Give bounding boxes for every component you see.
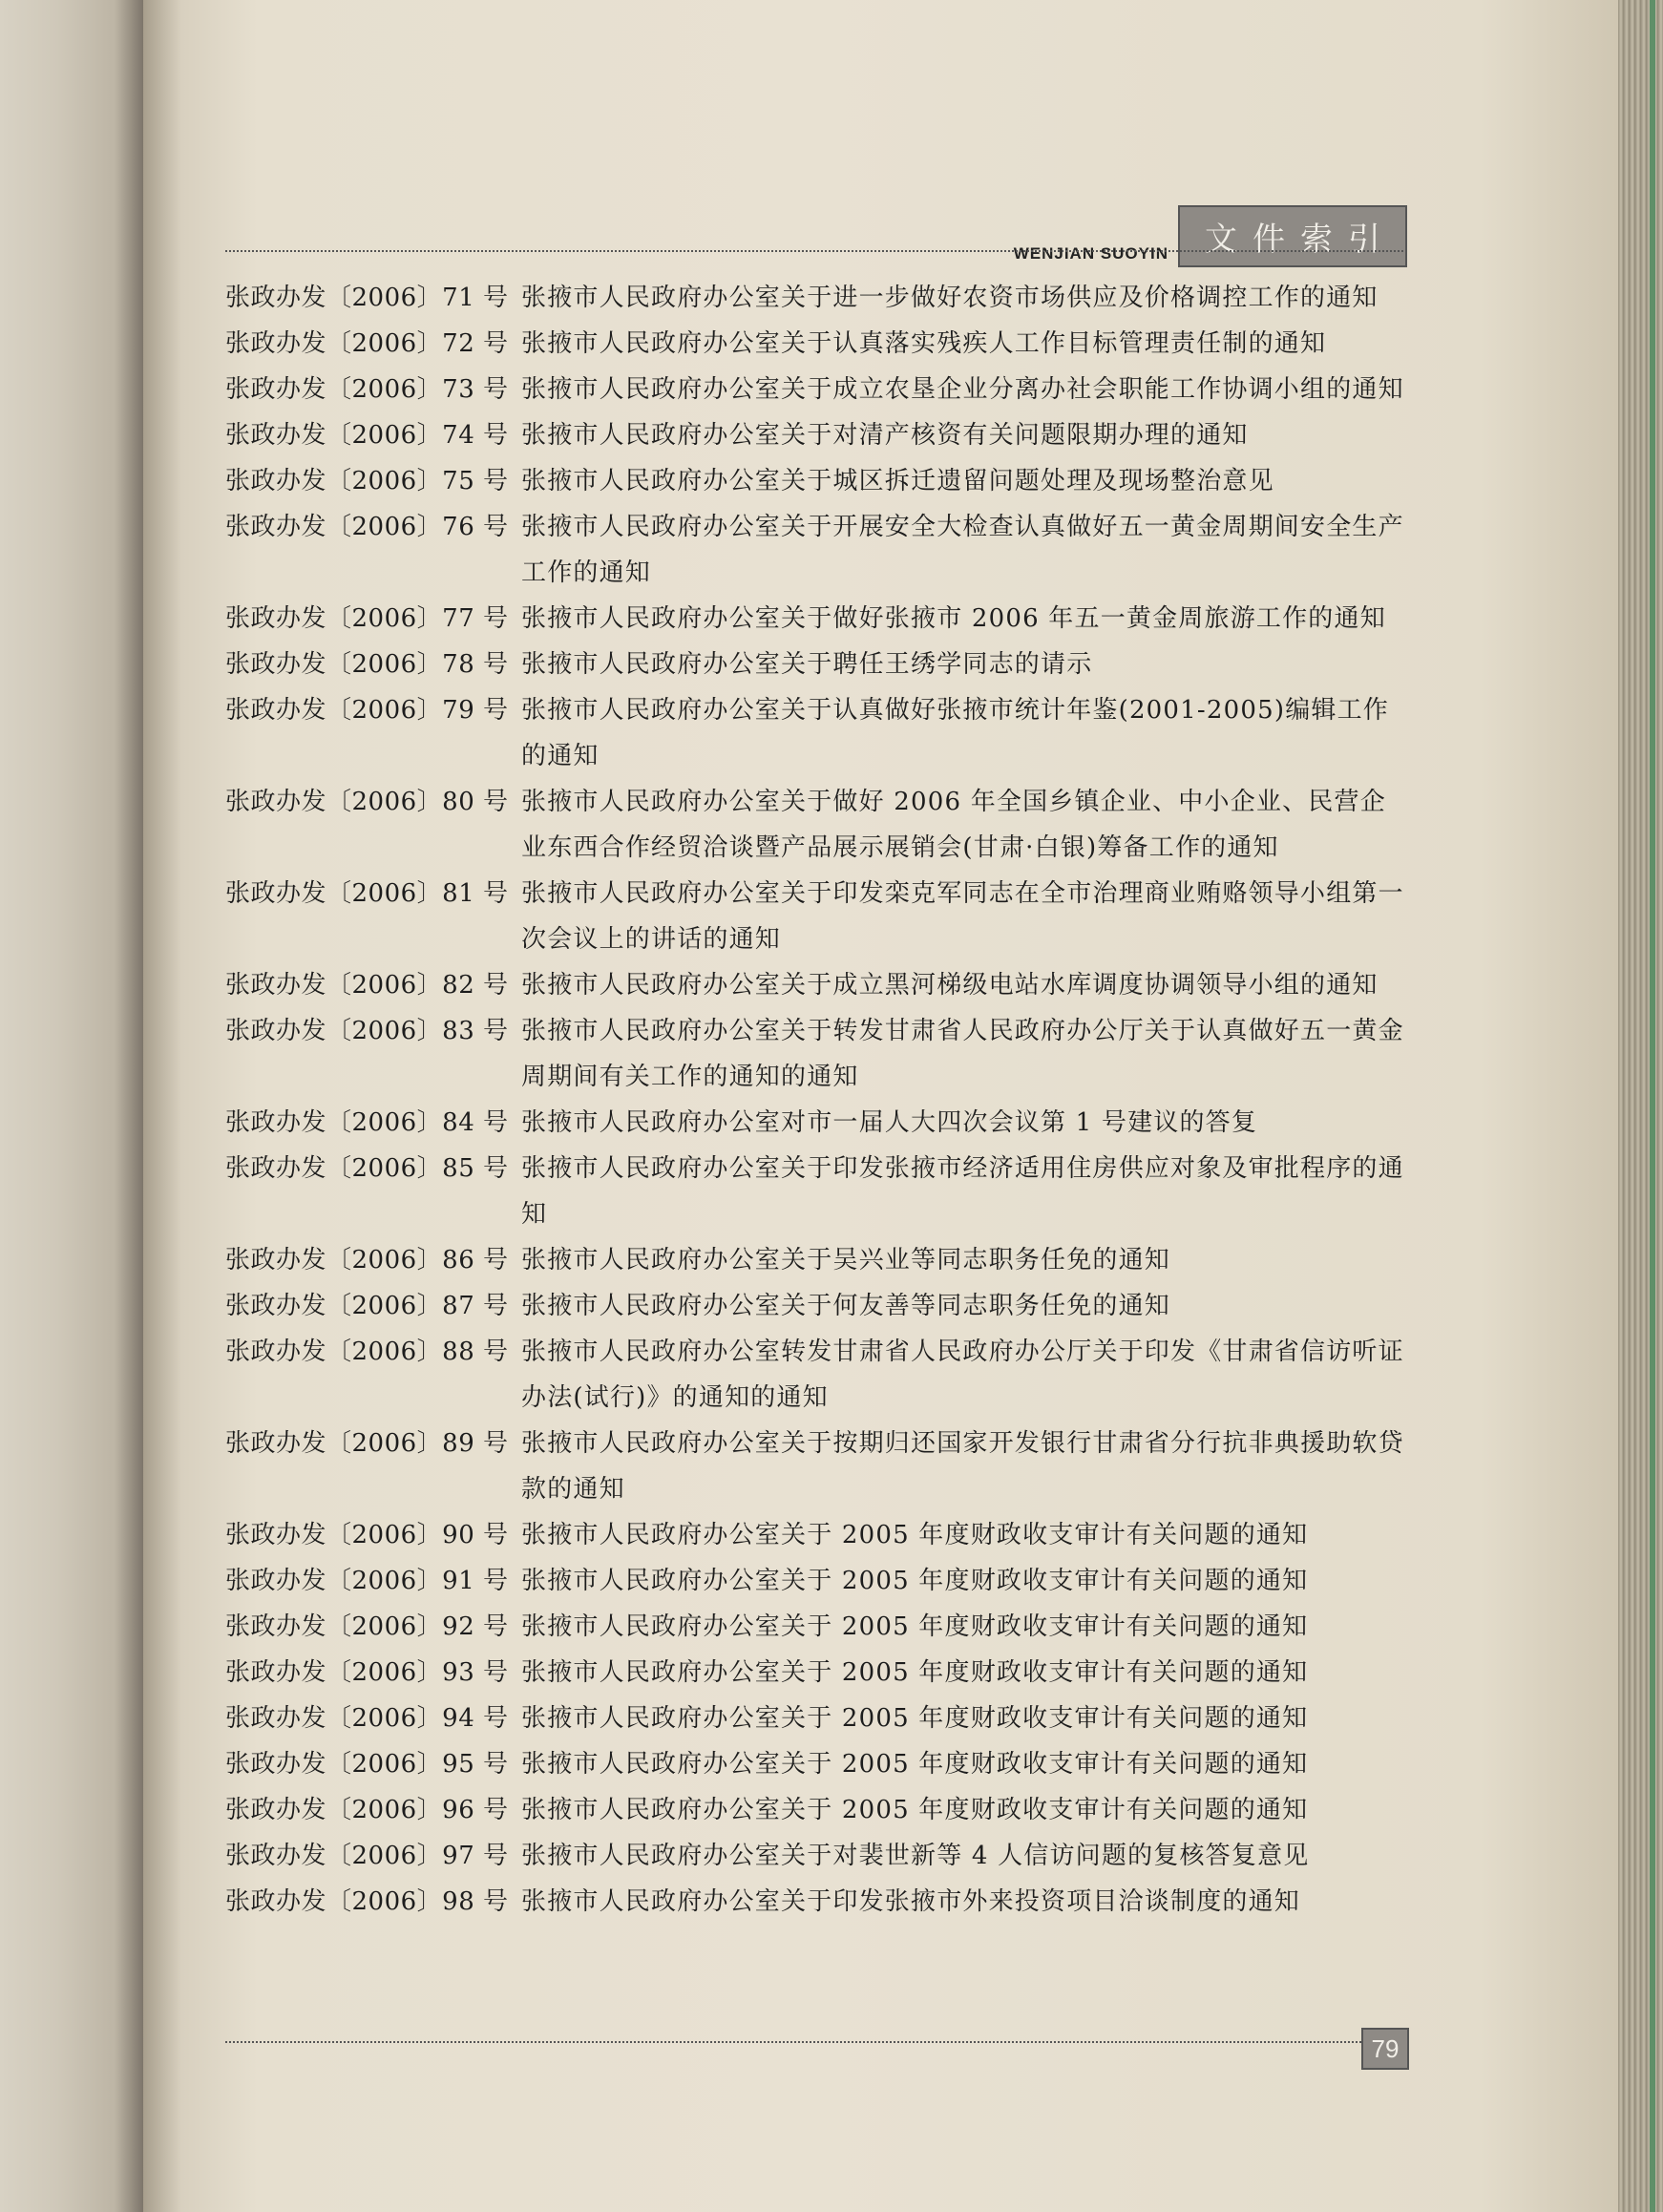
document-number: 张政办发〔2006〕85 号 (225, 1154, 509, 1183)
document-number: 张政办发〔2006〕81 号 (225, 879, 509, 908)
document-number: 张政办发〔2006〕90 号 (225, 1521, 509, 1549)
top-dotted-rule (225, 250, 1407, 252)
page-stack-edge (1618, 0, 1663, 2212)
document-title: 张掖市人民政府办公室关于 2005 年度财政收支审计有关问题的通知 (521, 1612, 1309, 1641)
index-entry (225, 275, 1409, 321)
index-entry (225, 1329, 1409, 1421)
document-number: 张政办发〔2006〕98 号 (225, 1887, 509, 1916)
book-edge-stripe (1650, 0, 1655, 2212)
left-page-edge (0, 0, 143, 2212)
section-header (1014, 205, 1407, 267)
document-number: 张政办发〔2006〕91 号 (225, 1567, 509, 1595)
document-title: 张掖市人民政府办公室关于对裴世新等 4 人信访问题的复核答复意见 (521, 1842, 1310, 1870)
section-header-title: 文件索引 (1178, 205, 1407, 267)
index-entry (225, 687, 1409, 779)
document-title: 张掖市人民政府办公室关于开展安全大检查认真做好五一黄金周期间安全生产工作的通知 (521, 513, 1404, 587)
document-number: 张政办发〔2006〕79 号 (225, 696, 509, 725)
index-entry (225, 1604, 1409, 1650)
document-title: 张掖市人民政府办公室对市一届人大四次会议第 1 号建议的答复 (521, 1108, 1258, 1137)
document-number: 张政办发〔2006〕92 号 (225, 1612, 509, 1641)
index-entry (225, 1100, 1409, 1146)
document-number: 张政办发〔2006〕84 号 (225, 1108, 509, 1137)
document-title: 张掖市人民政府办公室关于吴兴业等同志职务任免的通知 (521, 1246, 1171, 1275)
document-number: 张政办发〔2006〕89 号 (225, 1429, 509, 1458)
document-title: 张掖市人民政府办公室关于印发栾克军同志在全市治理商业贿赂领导小组第一次会议上的讲话的通知 (521, 879, 1404, 954)
bottom-dotted-rule (225, 2041, 1361, 2043)
document-number: 张政办发〔2006〕88 号 (225, 1338, 509, 1366)
document-title: 张掖市人民政府办公室关于成立农垦企业分离办社会职能工作协调小组的通知 (521, 375, 1404, 404)
document-title: 张掖市人民政府办公室关于 2005 年度财政收支审计有关问题的通知 (521, 1658, 1309, 1687)
index-entry (225, 871, 1409, 962)
document-number: 张政办发〔2006〕71 号 (225, 284, 509, 312)
document-number: 张政办发〔2006〕95 号 (225, 1750, 509, 1779)
index-entry (225, 1146, 1409, 1237)
index-entry (225, 1283, 1409, 1329)
document-number: 张政办发〔2006〕93 号 (225, 1658, 509, 1687)
document-title: 张掖市人民政府办公室关于成立黑河梯级电站水库调度协调领导小组的通知 (521, 971, 1379, 1000)
index-entry (225, 1237, 1409, 1283)
document-title: 张掖市人民政府办公室关于 2005 年度财政收支审计有关问题的通知 (521, 1704, 1309, 1733)
document-number: 张政办发〔2006〕78 号 (225, 650, 509, 679)
index-entry (225, 962, 1409, 1008)
document-number: 张政办发〔2006〕94 号 (225, 1704, 509, 1733)
index-entry (225, 1512, 1409, 1558)
index-entry (225, 1833, 1409, 1879)
document-title: 张掖市人民政府办公室关于印发张掖市外来投资项目洽谈制度的通知 (521, 1887, 1301, 1916)
document-title: 张掖市人民政府办公室转发甘肃省人民政府办公厅关于印发《甘肃省信访听证办法(试行)》的通知的通知 (521, 1338, 1404, 1412)
document-title: 张掖市人民政府办公室关于按期归还国家开发银行甘肃省分行抗非典援助软贷款的通知 (521, 1429, 1404, 1504)
document-number: 张政办发〔2006〕96 号 (225, 1796, 509, 1824)
index-entry (225, 321, 1409, 367)
index-entry (225, 1558, 1409, 1604)
index-entry (225, 779, 1409, 871)
document-number: 张政办发〔2006〕80 号 (225, 788, 509, 816)
document-number: 张政办发〔2006〕82 号 (225, 971, 509, 1000)
index-entry (225, 1008, 1409, 1100)
index-entry (225, 458, 1409, 504)
index-entry (225, 504, 1409, 596)
document-number: 张政办发〔2006〕74 号 (225, 421, 509, 450)
document-number: 张政办发〔2006〕72 号 (225, 329, 509, 358)
document-title: 张掖市人民政府办公室关于何友善等同志职务任免的通知 (521, 1292, 1171, 1320)
document-title: 张掖市人民政府办公室关于 2005 年度财政收支审计有关问题的通知 (521, 1521, 1309, 1549)
index-entry (225, 1741, 1409, 1787)
document-title: 张掖市人民政府办公室关于转发甘肃省人民政府办公厅关于认真做好五一黄金周期间有关工作的通知的通知 (521, 1017, 1404, 1091)
document-title: 张掖市人民政府办公室关于聘任王绣学同志的请示 (521, 650, 1093, 679)
index-entry (225, 367, 1409, 412)
document-number: 张政办发〔2006〕77 号 (225, 604, 509, 633)
document-number: 张政办发〔2006〕76 号 (225, 513, 509, 541)
page-number: 79 (1361, 2028, 1409, 2070)
section-header-pinyin: WENJIAN SUOYIN (1013, 244, 1168, 263)
index-entry (225, 642, 1409, 687)
index-entry (225, 596, 1409, 642)
document-number: 张政办发〔2006〕83 号 (225, 1017, 509, 1045)
document-number: 张政办发〔2006〕75 号 (225, 467, 509, 495)
document-number: 张政办发〔2006〕87 号 (225, 1292, 509, 1320)
document-title: 张掖市人民政府办公室关于 2005 年度财政收支审计有关问题的通知 (521, 1750, 1309, 1779)
index-entry (225, 1650, 1409, 1696)
document-title: 张掖市人民政府办公室关于 2005 年度财政收支审计有关问题的通知 (521, 1796, 1309, 1824)
index-entry (225, 1696, 1409, 1741)
document-index-list (225, 275, 1409, 1925)
index-entry (225, 1787, 1409, 1833)
document-title: 张掖市人民政府办公室关于 2005 年度财政收支审计有关问题的通知 (521, 1567, 1309, 1595)
document-number: 张政办发〔2006〕97 号 (225, 1842, 509, 1870)
document-title: 张掖市人民政府办公室关于对清产核资有关问题限期办理的通知 (521, 421, 1249, 450)
document-title: 张掖市人民政府办公室关于城区拆迁遗留问题处理及现场整治意见 (521, 467, 1274, 495)
document-number: 张政办发〔2006〕86 号 (225, 1246, 509, 1275)
document-title: 张掖市人民政府办公室关于进一步做好农资市场供应及价格调控工作的通知 (521, 284, 1379, 312)
index-entry (225, 1421, 1409, 1512)
document-number: 张政办发〔2006〕73 号 (225, 375, 509, 404)
document-title: 张掖市人民政府办公室关于做好 2006 年全国乡镇企业、中小企业、民营企业东西合作经贸洽谈暨产品展示展销会(甘肃·白银)筹备工作的通知 (521, 788, 1386, 862)
document-title: 张掖市人民政府办公室关于做好张掖市 2006 年五一黄金周旅游工作的通知 (521, 604, 1386, 633)
index-entry (225, 412, 1409, 458)
document-title: 张掖市人民政府办公室关于认真落实残疾人工作目标管理责任制的通知 (521, 329, 1327, 358)
index-entry (225, 1879, 1409, 1925)
document-title: 张掖市人民政府办公室关于印发张掖市经济适用住房供应对象及审批程序的通知 (521, 1154, 1404, 1229)
document-title: 张掖市人民政府办公室关于认真做好张掖市统计年鉴(2001-2005)编辑工作的通知 (521, 696, 1390, 770)
